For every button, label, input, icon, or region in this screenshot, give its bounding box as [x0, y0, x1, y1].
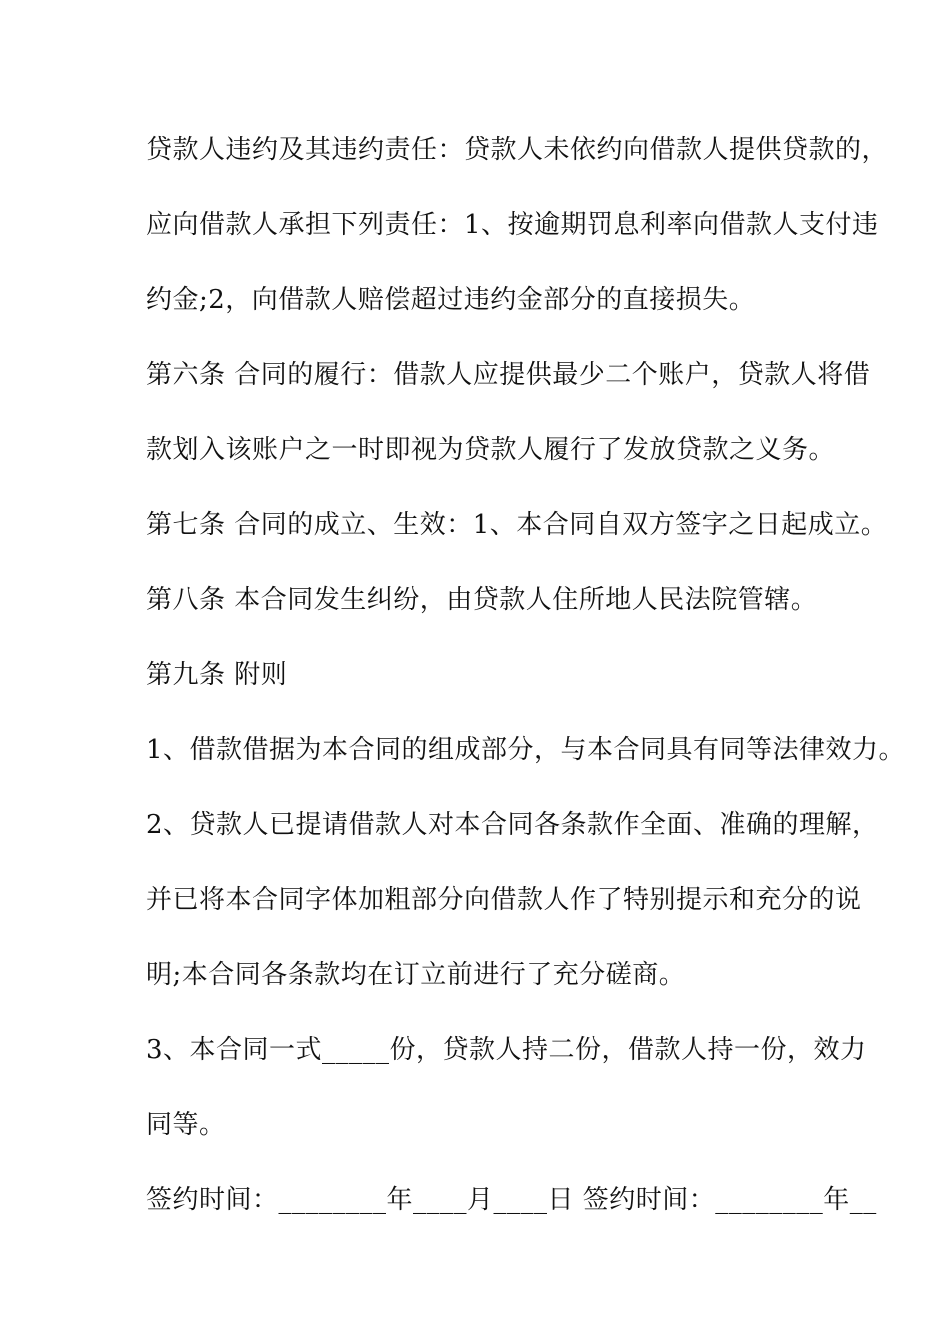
text-line: 明;本合同各条款均在订立前进行了充分磋商。 — [146, 960, 686, 990]
article-8-heading-line: 第八条 本合同发生纠纷，由贷款人住所地人民法院管辖。 — [146, 585, 818, 615]
article-7-heading-line: 第七条 合同的成立、生效：1、本合同自双方签字之日起成立。 — [146, 510, 888, 540]
text-line: 应向借款人承担下列责任：1、按逾期罚息利率向借款人支付违 — [146, 210, 879, 240]
text-line: 贷款人违约及其违约责任：贷款人未依约向借款人提供贷款的， — [146, 135, 889, 165]
clause-2-line: 2、贷款人已提请借款人对本合同各条款作全面、准确的理解， — [146, 810, 879, 840]
clause-1-line: 1、借款借据为本合同的组成部分，与本合同具有同等法律效力。 — [146, 735, 906, 765]
article-6-heading-line: 第六条 合同的履行：借款人应提供最少二个账户，贷款人将借 — [146, 360, 871, 390]
text-line: 并已将本合同字体加粗部分向借款人作了特别提示和充分的说 — [146, 885, 862, 915]
signing-date-line: 签约时间：________年____月____日 签约时间：________年__ — [146, 1185, 877, 1215]
text-line: 款划入该账户之一时即视为贷款人履行了发放贷款之义务。 — [146, 435, 836, 465]
text-line: 同等。 — [146, 1110, 226, 1140]
article-9-heading: 第九条 附则 — [146, 660, 288, 690]
text-line: 约金;2，向借款人赔偿超过违约金部分的直接损失。 — [146, 285, 756, 315]
clause-3-line: 3、本合同一式_____份，贷款人持二份，借款人持一份，效力 — [146, 1035, 867, 1065]
